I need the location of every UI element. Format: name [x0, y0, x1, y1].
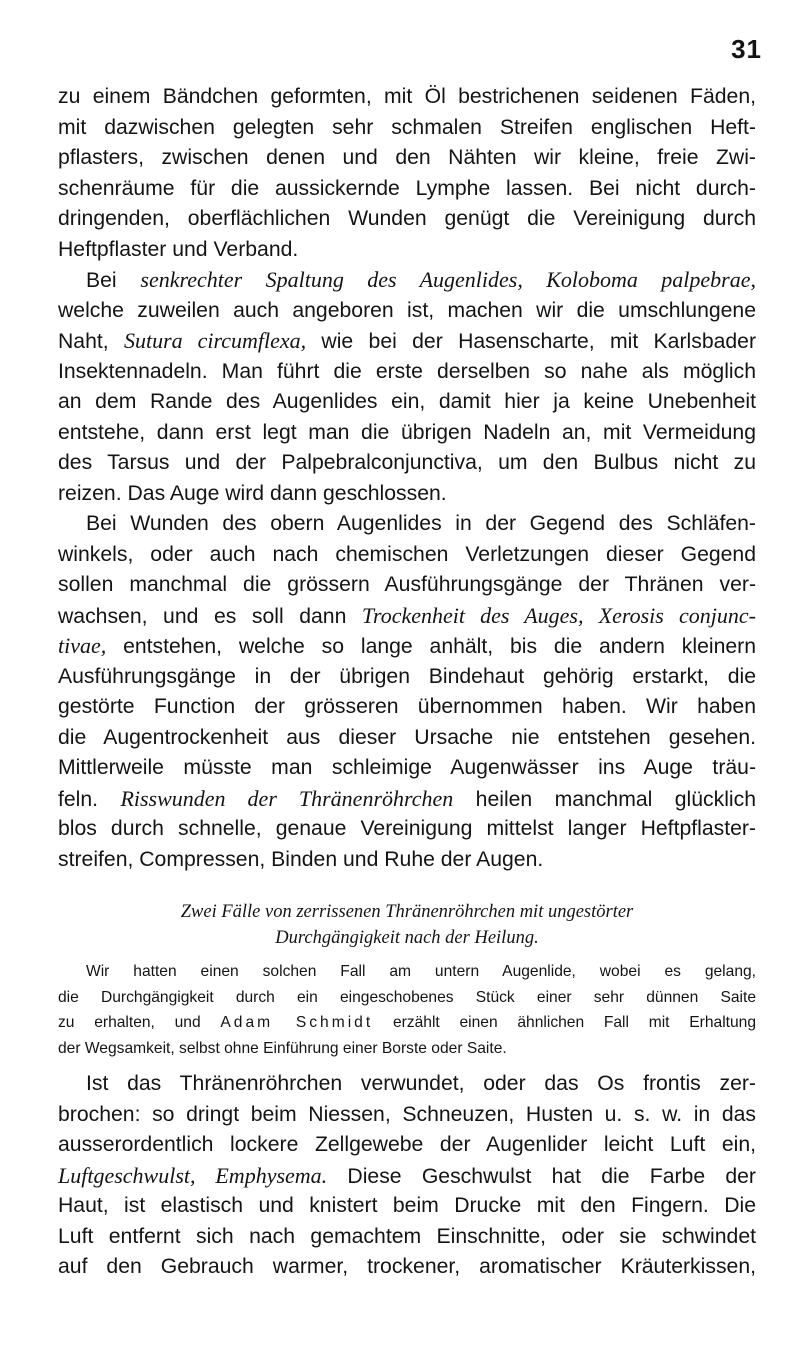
text-line: reizen. Das Auge wird dann geschlossen. [58, 481, 447, 505]
text-line: sollen manchmal die grössern Ausführungsgänge der Thränen ver- [58, 573, 756, 596]
text-run: Diese Geschwulst hat die Farbe der [327, 1164, 756, 1188]
paragraph [58, 82, 756, 265]
case-section [58, 899, 756, 1061]
page-number: 31 [731, 34, 762, 64]
text-line: Ist das Thränenröhrchen verwundet, oder das Os frontis zer- [86, 1072, 756, 1095]
text-line [58, 1161, 756, 1192]
text-line: schenräume für die aussickernde Lymphe lassen. Bei nicht durch- [58, 176, 756, 200]
text-line: die Augentrockenheit aus dieser Ursache nie entstehen gesehen. [58, 725, 756, 749]
text-run: Naht, [58, 330, 124, 353]
text-line [58, 631, 756, 662]
text-line: pflasters, zwischen denen und den Nähten wir kleine, freie Zwi- [58, 146, 756, 169]
text-line: Ausführungsgänge in der übrigen Bindehaut gehörig erstarkt, die [58, 664, 756, 688]
text-run: wachsen, und es soll dann [58, 604, 362, 628]
text-line: des Tarsus und der Palpebralconjunctiva, um den Bulbus nicht zu [58, 451, 756, 474]
text-run: wie bei der Hasenscharte, mit Karlsbader [306, 330, 757, 353]
text-line: Heftpflaster und Verband. [58, 237, 299, 261]
text-column [58, 82, 756, 1283]
small-text-line: Wir hatten einen solchen Fall am untern Augenlide, wobei es gelang, [86, 963, 756, 980]
text-line: winkels, oder auch nach chemischen Verletzungen dieser Gegend [58, 542, 756, 566]
text-line [58, 784, 756, 815]
text-line: an dem Rande des Augenlides ein, damit hier ja keine Unebenheit [58, 390, 756, 413]
emphasized-term: Trockenheit des Auges, Xerosis conjunc- [361, 602, 756, 628]
emphasized-term: Luftgeschwulst, Emphysema. [58, 1162, 328, 1188]
text-line: blos durch schnelle, genaue Vereinigung mittelst langer Heftpflaster- [58, 817, 756, 840]
section-heading: Durchgängigkeit nach der Heilung. [275, 928, 539, 948]
text-line: auf den Gebrauch warmer, trockener, aromatischer Kräuterkissen, [58, 1255, 756, 1278]
text-line [58, 326, 756, 357]
text-run: erzählt einen ähnlichen Fall mit Erhaltung [373, 1014, 757, 1031]
text-line [58, 601, 756, 632]
text-line: zu einem Bändchen geformten, mit Öl bestrichenen seidenen Fäden, [58, 85, 756, 108]
paragraph [58, 265, 756, 509]
text-run: heilen manchmal glücklich [453, 787, 756, 811]
text-line: brochen: so dringt beim Niessen, Schneuzen, Husten u. s. w. in das [58, 1102, 756, 1126]
text-run: Bei [86, 269, 141, 292]
small-text-line: die Durchgängigkeit durch ein eingeschobenes Stück einer sehr dünnen Saite [58, 988, 756, 1006]
case-paragraph [58, 959, 756, 1061]
emphasized-term: senkrechter Spaltung des Augenlides, Koloboma palpebrae, [140, 267, 757, 292]
text-line: welche zuweilen auch angeboren ist, machen wir die umschlungene [58, 298, 756, 322]
text-line: Luft entfernt sich nach gemachtem Einschnitte, oder sie schwindet [58, 1224, 756, 1248]
text-line [58, 265, 756, 296]
small-text-line: der Wegsamkeit, selbst ohne Einführung einer Borste oder Saite. [58, 1039, 507, 1057]
emphasized-term: Risswunden der Thränenröhrchen [120, 785, 454, 811]
text-line: Mittlerweile müsste man schleimige Augenwässer ins Auge träu- [58, 756, 756, 779]
text-run: feln. [58, 787, 121, 811]
text-line: gestörte Function der grösseren übernommen haben. Wir haben [58, 695, 756, 718]
text-run: zu erhalten, und [58, 1014, 221, 1031]
text-line: entstehe, dann erst legt man die übrigen Nadeln an, mit Vermeidung [58, 420, 756, 444]
section-heading: Zwei Fälle von zerrissenen Thränenröhrchen mit ungestörter [180, 902, 634, 922]
text-line: Haut, ist elastisch und knistert beim Drucke mit den Fingern. Die [58, 1194, 756, 1217]
small-text-line [58, 1010, 756, 1036]
text-line: Bei Wunden des obern Augenlides in der Gegend des Schläfen- [86, 512, 756, 535]
emphasized-term: tivae, [58, 633, 107, 658]
text-line: dringenden, oberflächlichen Wunden genügt die Vereinigung durch [58, 207, 756, 230]
paragraph [58, 509, 756, 875]
paragraph [58, 1069, 756, 1283]
emphasized-term: Sutura circumflexa, [123, 328, 307, 353]
text-line: Insektennadeln. Man führt die erste derselben so nahe als möglich [58, 359, 756, 383]
text-run: entstehen, welche so lange anhält, bis die andern kleinern [106, 635, 756, 658]
text-line: ausserordentlich lockere Zellgewebe der Augenlider leicht Luft ein, [58, 1133, 756, 1156]
text-line: streifen, Compressen, Binden und Ruhe der Augen. [58, 847, 544, 871]
text-line: mit dazwischen gelegten sehr schmalen Streifen englischen Heft- [58, 115, 756, 139]
author-name: Adam Schmidt [220, 1014, 374, 1031]
